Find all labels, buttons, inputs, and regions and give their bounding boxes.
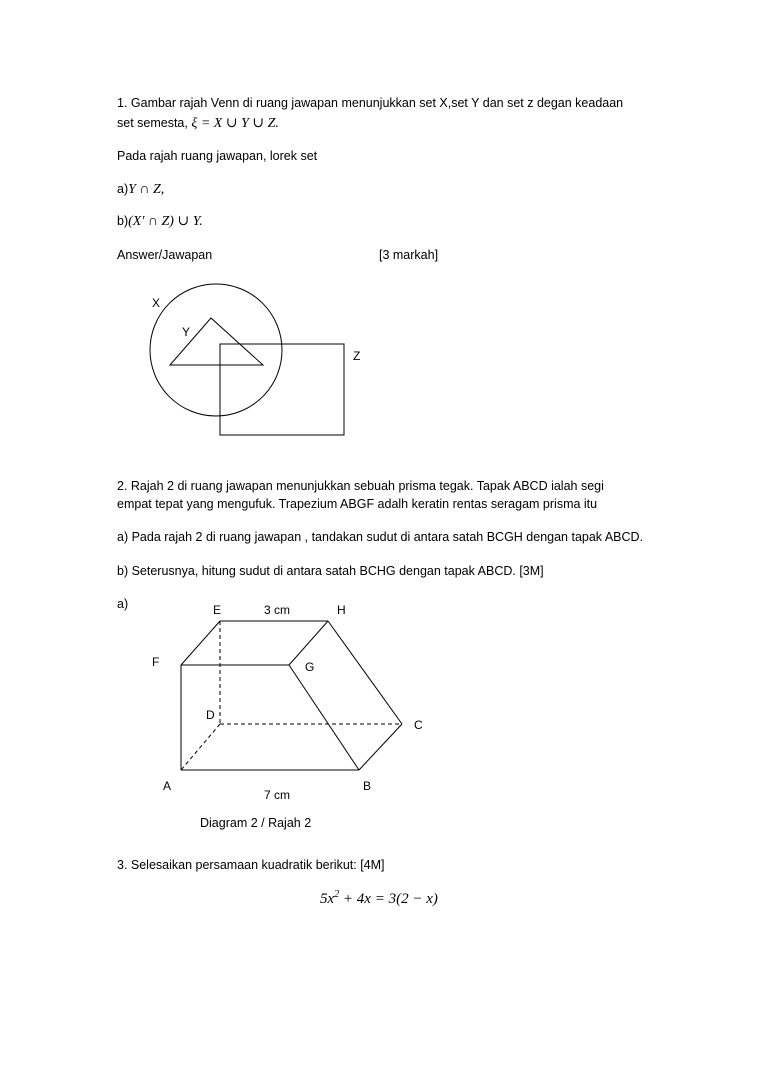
edge-gb (289, 665, 359, 770)
hidden-edge-da (181, 724, 220, 770)
edge-hc (328, 621, 402, 724)
prism-diagram (181, 621, 402, 770)
set-x-circle (150, 284, 282, 416)
bottom-length-label: 7 cm (264, 788, 291, 802)
q1-text-line2 (117, 115, 279, 132)
q1-part-a (117, 181, 164, 198)
edge-bc (359, 724, 402, 770)
edge-hg (289, 621, 328, 665)
q3-text-line1: 3. Selesaikan persamaan kuadratik berikut: [4M] (117, 858, 385, 872)
vertex-label-g: G (305, 660, 315, 674)
q1-universal-set: ξ = X ∪ Y ∪ Z. (191, 116, 279, 131)
vertex-label-a: A (163, 779, 172, 793)
q3-equation-rhs: + 4x = 3(2 − x) (339, 891, 438, 907)
q3-equation-lhs: 5x (320, 891, 335, 907)
vertex-label-b: B (363, 779, 372, 793)
q2-part-a: a) Pada rajah 2 di ruang jawapan , tandakan sudut di antara satah BCGH dengan tapak ABCD. (117, 530, 644, 544)
q1-part-b (117, 213, 203, 230)
q1-text-line1: 1. Gambar rajah Venn di ruang jawapan menunjukkan set X,set Y dan set z degan keadaan (117, 96, 624, 110)
q3-equation (320, 887, 438, 907)
q1-line2-text: set semesta, (117, 116, 192, 130)
vertex-label-d: D (206, 708, 215, 722)
q1-marks: [3 markah] (379, 248, 439, 262)
vertex-label-e: E (213, 603, 222, 617)
diagram-caption: Diagram 2 / Rajah 2 (200, 816, 312, 830)
q1-instruction: Pada rajah ruang jawapan, lorek set (117, 149, 318, 163)
q2-part-b: b) Seterusnya, hitung sudut di antara satah BCHG dengan tapak ABCD. [3M] (117, 564, 544, 578)
edge-ef (181, 621, 220, 665)
q1-part-a-set: Y ∩ Z, (128, 182, 165, 197)
q1-part-a-label: a) (117, 182, 129, 196)
venn-label-y: Y (182, 325, 191, 339)
q1-part-b-label: b) (117, 214, 129, 228)
q3-equation-exponent: 2 (334, 889, 340, 900)
q2-text-line2: empat tepat yang mengufuk. Trapezium ABGF adalh keratin rentas seragam prisma itu (117, 497, 598, 511)
q1-answer-label: Answer/Jawapan (117, 248, 213, 262)
vertex-label-f: F (152, 655, 160, 669)
q1-part-b-set: (X′ ∩ Z) ∪ Y. (128, 214, 203, 229)
set-z-rectangle (220, 344, 344, 435)
q2-answer-a: a) (117, 597, 129, 611)
vertex-label-c: C (414, 718, 423, 732)
q2-text-line1: 2. Rajah 2 di ruang jawapan menunjukkan sebuah prisma tegak. Tapak ABCD ialah segi (117, 479, 604, 493)
venn-label-x: X (152, 296, 161, 310)
vertex-label-h: H (337, 603, 346, 617)
top-length-label: 3 cm (264, 603, 291, 617)
venn-label-z: Z (353, 349, 361, 363)
